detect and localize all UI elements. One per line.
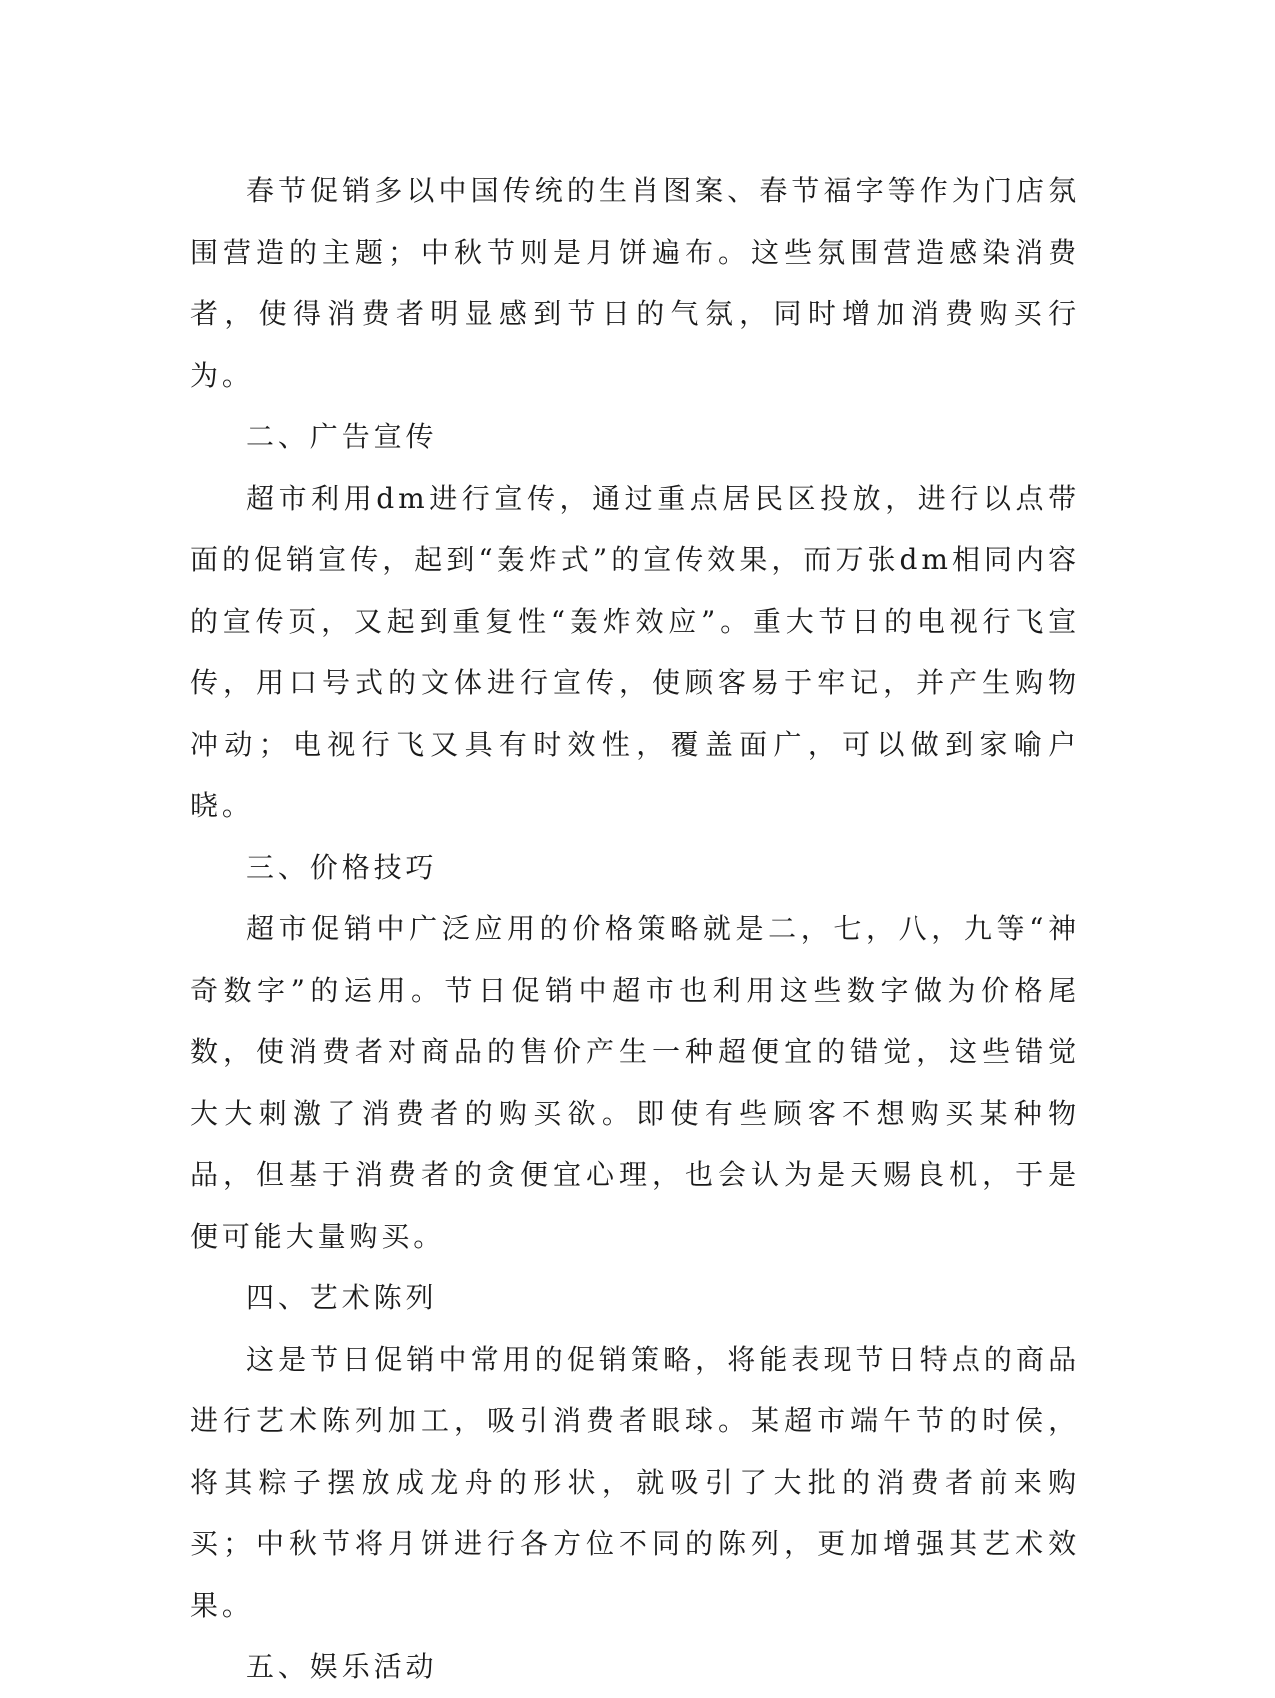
section-heading-advertising: 二、广告宣传 xyxy=(246,420,438,453)
paragraph-atmosphere: 春节促销多以中国传统的生肖图案、春节福字等作为门店氛围营造的主题；中秋节则是月饼遍布。这些氛围营造感染消费者，使得消费者明显感到节日的气氛，同时增加消费购买行为。 xyxy=(190,174,1080,392)
section-heading-pricing: 三、价格技巧 xyxy=(246,850,438,884)
document-body xyxy=(190,160,1080,1698)
paragraph-display: 这是节日促销中常用的促销策略，将能表现节日特点的商品进行艺术陈列加工，吸引消费者眼球。某超市端午节的时侯，将其粽子摆放成龙舟的形状，就吸引了大批的消费者前来购买；中秋节将月饼进行各方位不同的陈列，更加增强其艺术效果。 xyxy=(190,1342,1080,1622)
paragraph-advertising: 超市利用dm进行宣传，通过重点居民区投放，进行以点带面的促销宣传，起到“轰炸式”的宣传效果，而万张dm相同内容的宣传页，又起到重复性“轰炸效应”。重大节日的电视行飞宣传，用口号式的文体进行宣传，使顾客易于牢记，并产生购物冲动；电视行飞又具有时效性，覆盖面广，可以做到家喻户晓。 xyxy=(190,481,1080,822)
paragraph-pricing: 超市促销中广泛应用的价格策略就是二，七，八，九等“神奇数字”的运用。节日促销中超市也利用这些数字做为价格尾数，使消费者对商品的售价产生一种超便宜的错觉，这些错觉大大刺激了消费者的购买欲。即使有些顾客不想购买某种物品，但基于消费者的贪便宜心理，也会认为是天赐良机，于是便可能大量购买。 xyxy=(190,912,1080,1253)
section-heading-display: 四、艺术陈列 xyxy=(246,1281,438,1314)
section-heading-entertainment: 五、娱乐活动 xyxy=(246,1650,438,1683)
